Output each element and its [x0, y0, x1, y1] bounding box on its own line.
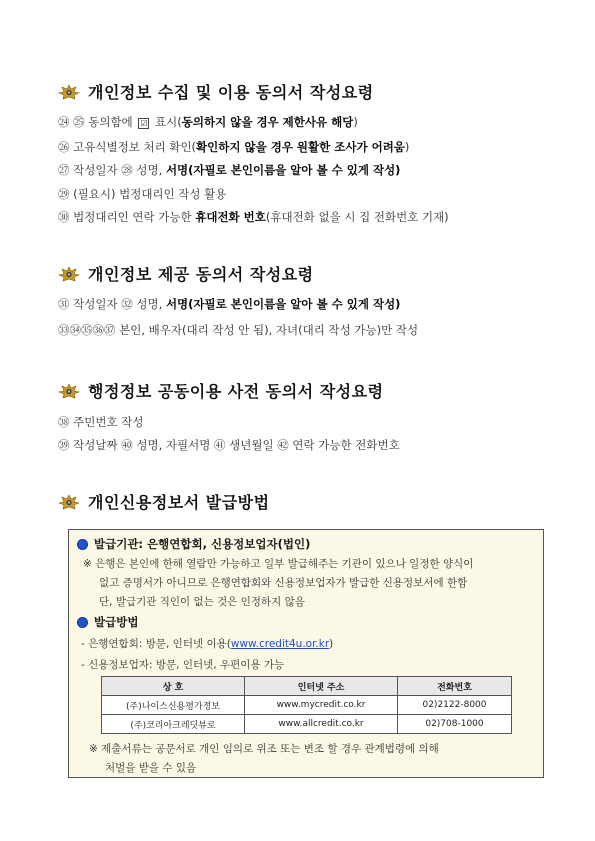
instruction-line: ㉔ ㉕ 동의함에 ☑ 표시(동의하지 않을 경우 제한사유 해당): [58, 115, 358, 129]
phone: 02)2122-8000: [398, 696, 512, 715]
instruction-line: ㊴ 작성날짜 ㊵ 성명, 자필서명 ㊶ 생년월일 ㊷ 연락 가능한 전화번호: [58, 438, 400, 452]
website: www.allcredit.co.kr: [245, 715, 398, 734]
issuer-heading: 발급기관: 은행연합회, 신용정보업자(법인): [77, 536, 310, 552]
company-name: (주)나이스신용평가정보: [102, 696, 245, 715]
column-header: 인터넷 주소: [245, 677, 398, 696]
section-title-collection: 개인정보 수집 및 이용 동의서 작성요령: [58, 80, 374, 103]
instruction-line: ㉝㉞㉟㊱㊲ 본인, 배우자(대리 작성 안 됨), 자녀(대리 작성 가능)만 작성: [58, 323, 419, 337]
column-header: 전화번호: [398, 677, 512, 696]
phone: 02)708-1000: [398, 715, 512, 734]
instruction-line: ㉛ 작성일자 ㉜ 성명, 서명(자필로 본인이름을 알아 볼 수 있게 작성): [58, 297, 401, 311]
bullet-dot-icon: [77, 617, 88, 628]
police-emblem-icon: [58, 84, 80, 100]
method-bank-federation: - 은행연합회: 방문, 인터넷 이용(www.credit4u.or.kr): [81, 638, 334, 650]
column-header: 상 호: [102, 677, 245, 696]
method-heading: 발급방법: [77, 614, 138, 630]
police-emblem-icon: [58, 266, 80, 282]
table-row: [102, 715, 512, 734]
section-title-provision: 개인정보 제공 동의서 작성요령: [58, 262, 314, 285]
table-header-row: [102, 677, 512, 696]
issuer-note: 없고 증명서가 아니므로 은행연합회와 신용정보업자가 발급한 신용정보서에 한함: [99, 577, 468, 589]
issuer-note: ※ 은행은 본인에 한해 열람만 가능하고 일부 발급해주는 기관이 있으나 일정한 양식이: [83, 558, 474, 570]
credit-report-info-box: [68, 529, 544, 778]
instruction-line: ㉖ 고유식별정보 처리 확인(확인하지 않을 경우 원활한 조사가 어려움): [58, 140, 410, 154]
instruction-line: ㉗ 작성일자 ㉘ 성명, 서명(자필로 본인이름을 알아 볼 수 있게 작성): [58, 163, 401, 177]
method-credit-agency: - 신용정보업자: 방문, 인터넷, 우편이용 가능: [81, 659, 285, 671]
checked-checkbox-icon: ☑: [140, 119, 148, 128]
instruction-line: ㊳ 주민번호 작성: [58, 415, 144, 429]
section-title-admin-info: 행정정보 공동이용 사전 동의서 작성요령: [58, 379, 384, 402]
instruction-line: ㉙ (필요시) 법정대리인 작성 활용: [58, 187, 227, 201]
issuer-note: 단, 발급기관 직인이 없는 것은 인정하지 않음: [99, 596, 305, 608]
police-emblem-icon: [58, 494, 80, 510]
table-row: [102, 696, 512, 715]
credit4u-link[interactable]: www.credit4u.or.kr: [230, 638, 330, 650]
bullet-dot-icon: [77, 539, 88, 550]
police-emblem-icon: [58, 383, 80, 399]
forgery-warning: 처벌을 받을 수 있음: [105, 762, 197, 774]
company-name: (주)코리아크레딧뷰로: [102, 715, 245, 734]
website: www.mycredit.co.kr: [245, 696, 398, 715]
section-title-credit-report: 개인신용정보서 발급방법: [58, 490, 270, 513]
forgery-warning: ※ 제출서류는 공문서로 개인 임의로 위조 또는 변조 할 경우 관계법령에 의해: [89, 743, 439, 755]
credit-agency-table: [101, 676, 512, 734]
instruction-line: ㉚ 법정대리인 연락 가능한 휴대전화 번호(휴대전화 없을 시 집 전화번호 기재): [58, 210, 449, 224]
